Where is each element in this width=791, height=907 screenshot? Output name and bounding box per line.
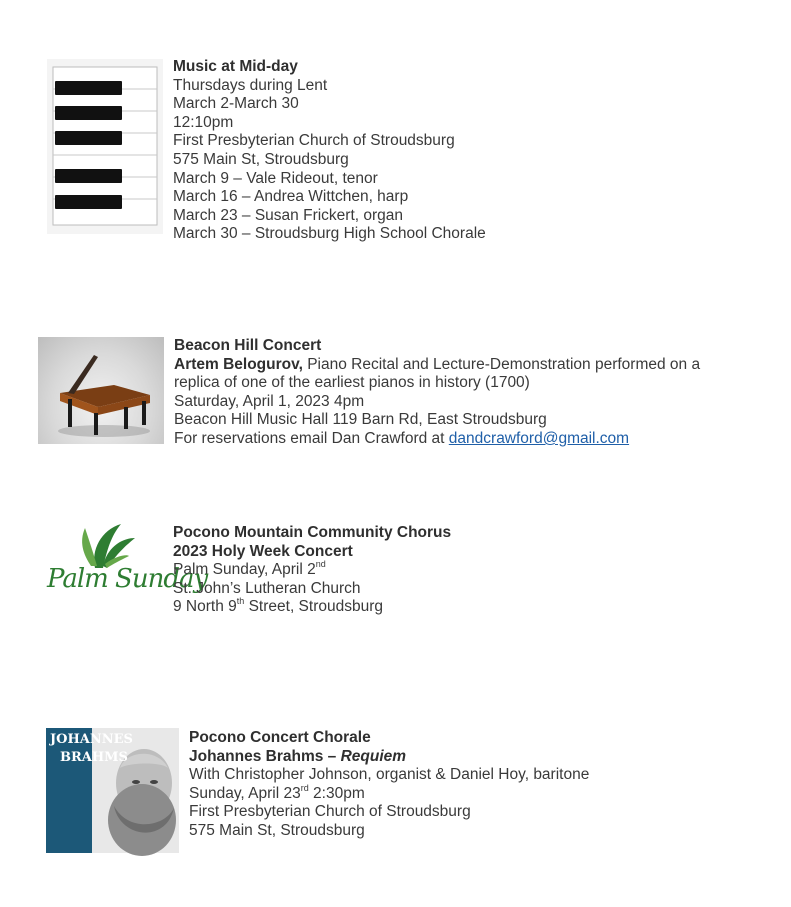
palm-sunday-logo [45, 520, 208, 610]
event-venue: First Presbyterian Church of Stroudsburg [189, 803, 471, 821]
event-description [174, 356, 749, 393]
program-work: Requiem [340, 747, 407, 765]
date-text: Sunday, April 23 [189, 784, 301, 802]
brahms-image-text-2: BRAHMS [60, 750, 128, 765]
event-line: March 2-March 30 [173, 95, 299, 113]
event-performers: With Christopher Johnson, organist & Daniel Hoy, baritone [189, 766, 590, 784]
performer-name: Artem Belogurov, [174, 355, 303, 373]
event-title: Beacon Hill Concert [174, 337, 322, 354]
event-concert-chorale [189, 729, 589, 841]
brahms-portrait-image [46, 728, 179, 853]
event-line: First Presbyterian Church of Stroudsburg [173, 132, 455, 150]
event-title: Pocono Mountain Community Chorus [173, 524, 452, 541]
event-location: St. John’s Lutheran Church [173, 579, 361, 597]
event-title: Music at Mid-day [173, 58, 298, 75]
reservation-line [174, 430, 749, 449]
event-music-at-midday [173, 58, 486, 244]
event-subtitle: 2023 Holy Week Concert [173, 542, 353, 560]
date-text: Palm Sunday, April 2 [173, 561, 316, 579]
event-program [189, 748, 589, 767]
event-venue: Beacon Hill Music Hall 119 Barn Rd, East Stroudsburg [174, 411, 547, 429]
brahms-image-text-1: JOHANNES [50, 732, 133, 747]
event-date [189, 782, 589, 804]
program-composer: Johannes Brahms – [189, 747, 341, 765]
event-line: March 16 – Andrea Wittchen, harp [173, 188, 409, 206]
palm-sunday-logo-text: Palm Sunday [47, 564, 208, 594]
date-time: 2:30pm [308, 784, 365, 802]
street-ordinal: th [236, 596, 245, 607]
early-piano-image [38, 337, 164, 444]
date-ordinal: rd [300, 782, 309, 793]
event-address: 575 Main St, Stroudsburg [189, 821, 365, 839]
date-ordinal: nd [315, 559, 326, 570]
street-suffix: Street, Stroudsburg [244, 598, 383, 616]
event-line: Thursdays during Lent [173, 76, 328, 94]
piano-keys-image [47, 59, 163, 234]
event-line: March 30 – Stroudsburg High School Chorale [173, 225, 486, 243]
event-line: 12:10pm [173, 113, 234, 131]
event-community-chorus [173, 524, 451, 617]
event-beacon-hill-concert [174, 337, 749, 449]
description-text: Piano Recital and Lecture-Demonstration performed on a replica of one of the earliest pianos in history (1700) [174, 355, 701, 392]
reservation-text: For reservations email Dan Crawford at [174, 429, 449, 447]
event-street [173, 598, 451, 617]
event-line: March 23 – Susan Frickert, organ [173, 206, 404, 224]
street-text: 9 North 9 [173, 598, 237, 616]
event-line: 575 Main St, Stroudsburg [173, 150, 349, 168]
event-line: March 9 – Vale Rideout, tenor [173, 169, 378, 187]
event-title: Pocono Concert Chorale [189, 729, 371, 746]
event-date [173, 561, 451, 580]
event-date: Saturday, April 1, 2023 4pm [174, 392, 365, 410]
email-link[interactable]: dandcrawford@gmail.com [448, 429, 630, 447]
